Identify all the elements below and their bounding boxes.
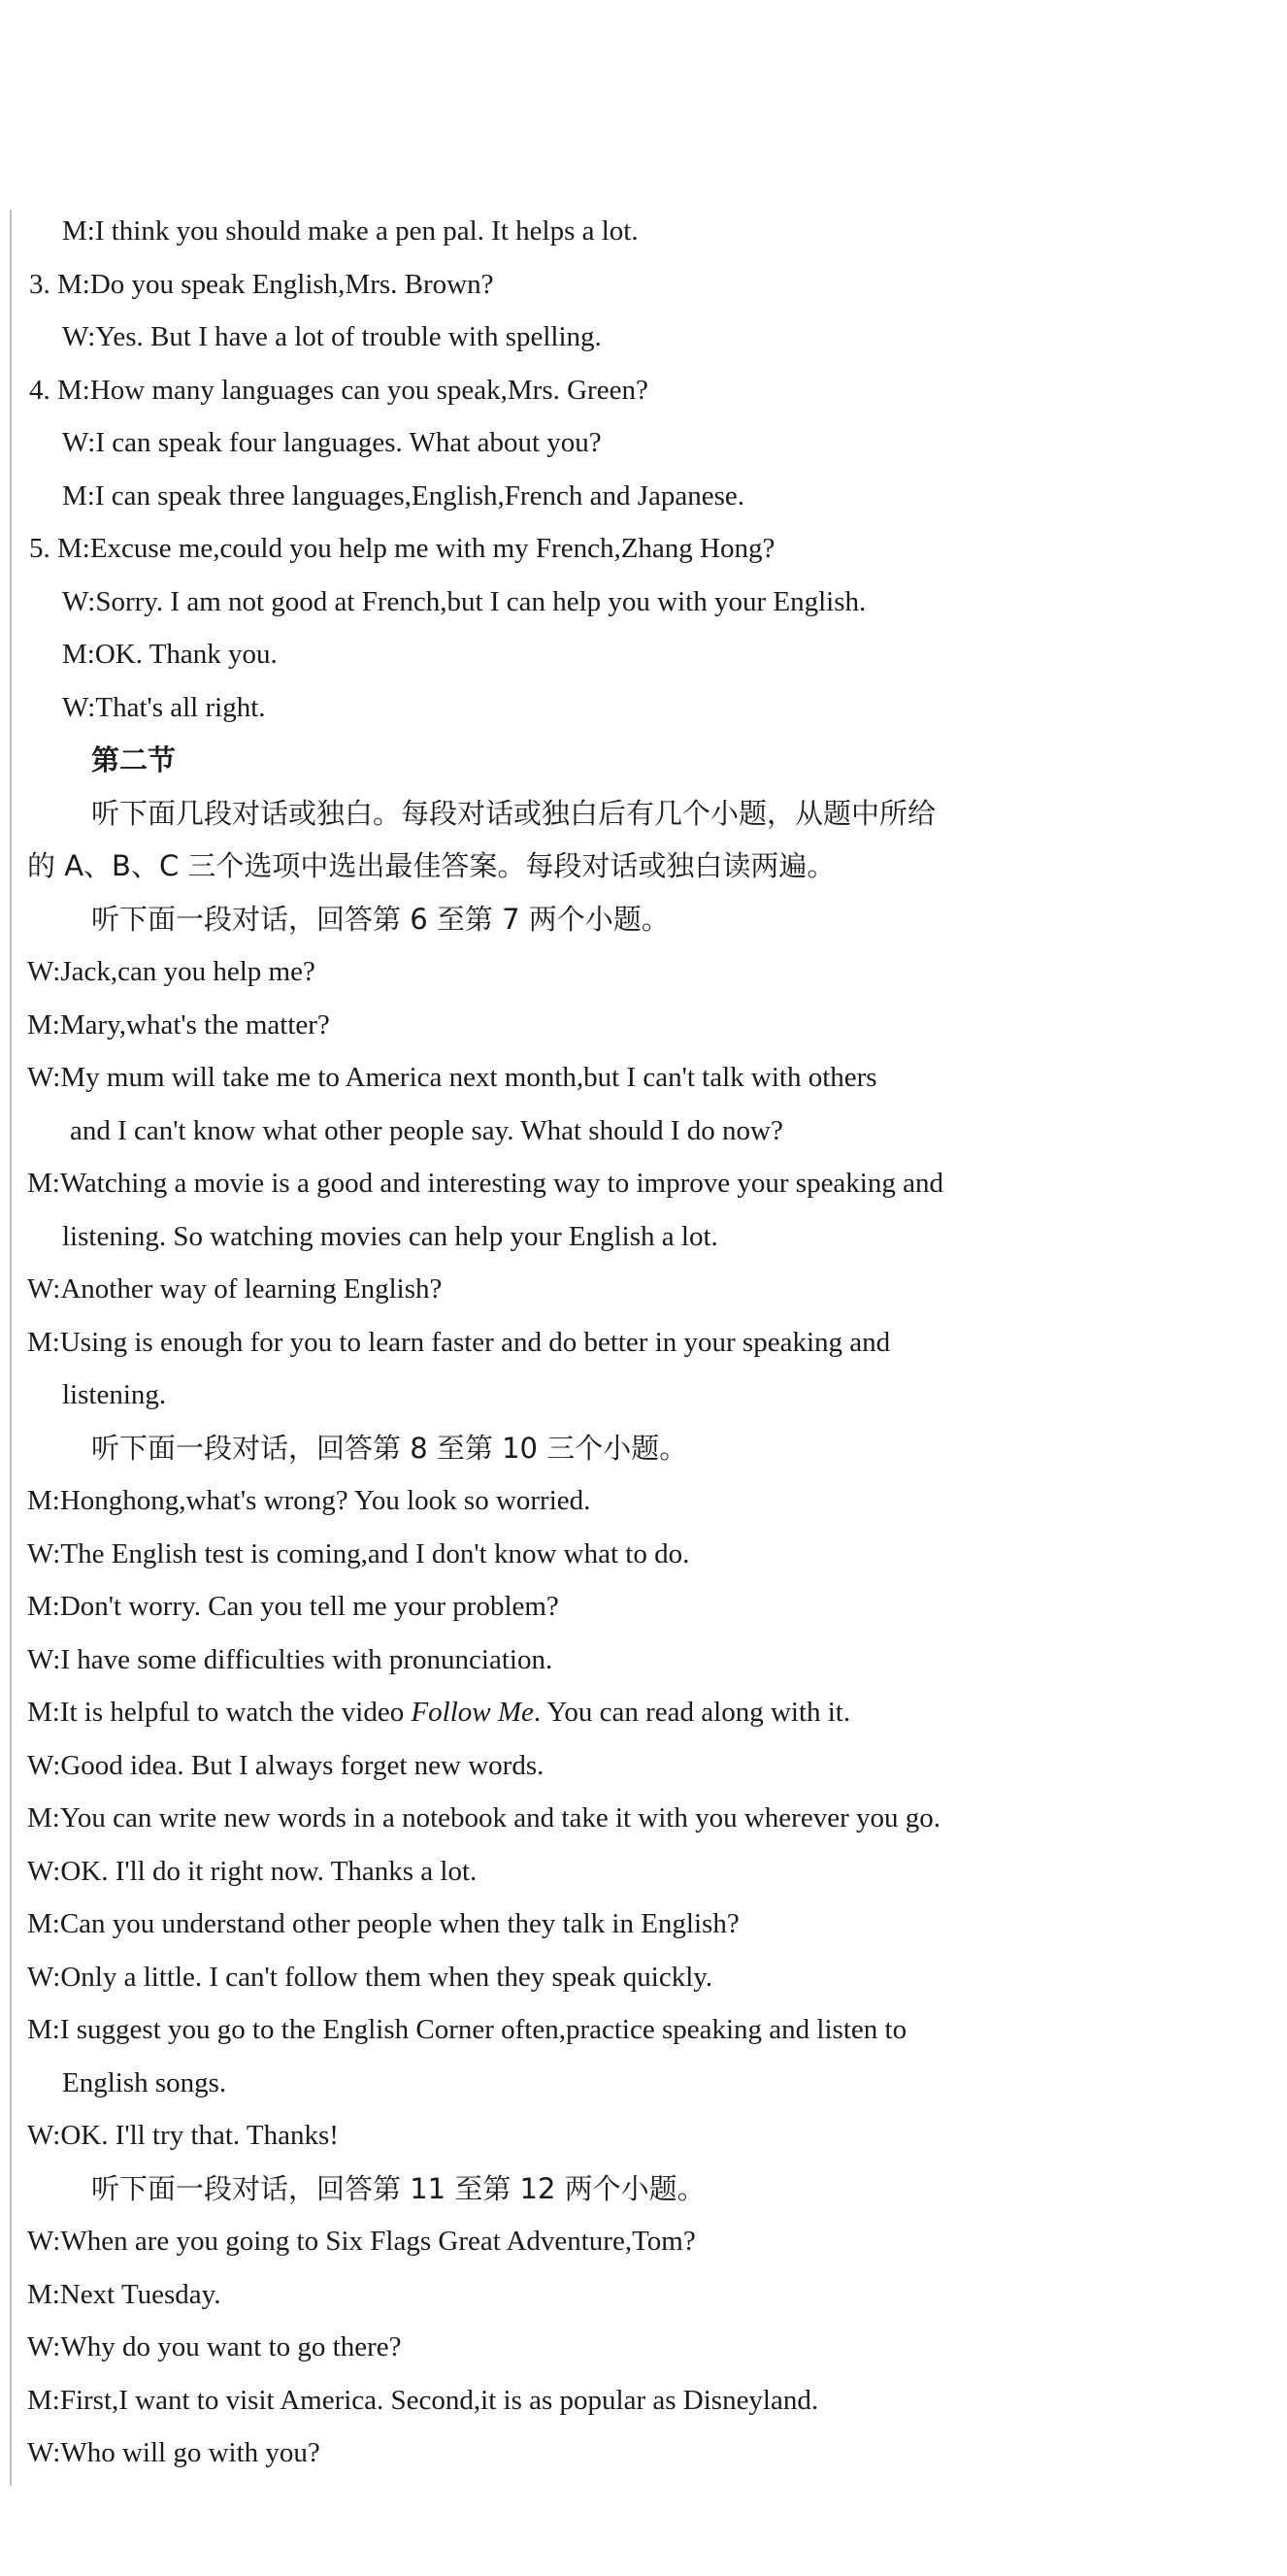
dialogue-line: M:First,I want to visit America. Second,it is as popular as Disneyland. [27, 2384, 819, 2416]
dialogue-line: W:Who will go with you? [27, 2437, 320, 2468]
dialogue-line: W:Why do you want to go there? [27, 2331, 402, 2362]
dialogue-line: W:I have some difficulties with pronunciation. [27, 1643, 553, 1675]
dialogue-line: M:Using is enough for you to learn faster and do better in your speaking and [27, 1326, 891, 1358]
dialogue-line: M:I suggest you go to the English Corner often,practice speaking and listen to [27, 2014, 908, 2045]
video-title: Follow Me [411, 1697, 534, 1728]
dialogue-line: W:When are you going to Six Flags Great Adventure,Tom? [27, 2226, 696, 2257]
dialogue-continuation: English songs. [62, 2066, 227, 2098]
dialogue-line: M:Don't worry. Can you tell me your problem? [27, 1591, 559, 1622]
dialogue-line: W:Jack,can you help me? [27, 956, 315, 987]
dialogue-line: W:Yes. But I have a lot of trouble with spelling. [62, 321, 602, 352]
dialogue-line: W:My mum will take me to America next month,but I can't talk with others [27, 1062, 877, 1093]
dialogue-line: M:Watching a movie is a good and interesting way to improve your speaking and [27, 1168, 943, 1199]
dialogue-line: W:The English test is coming,and I don't know what to do. [27, 1537, 690, 1569]
question-line: 5. M:Excuse me,could you help me with my French,Zhang Hong? [29, 533, 776, 564]
dialogue-line: W:Good idea. But I always forget new words. [27, 1749, 544, 1781]
dialogue-line: W:Only a little. I can't follow them when they speak quickly. [27, 1961, 713, 1993]
dialogue-line: M:Honghong,what's wrong? You look so worried. [27, 1485, 591, 1516]
dialogue-line: M:Mary,what's the matter? [27, 1008, 330, 1040]
dialogue-line: W:Another way of learning English? [27, 1273, 443, 1305]
dialogue-line: M:OK. Thank you. [62, 639, 278, 670]
dialogue-line: M:Next Tuesday. [27, 2278, 221, 2310]
question-line: 4. M:How many languages can you speak,Mrs. Green? [29, 374, 648, 406]
dialogue-line: W:OK. I'll try that. Thanks! [27, 2120, 339, 2151]
dialogue-line: W:I can speak four languages. What about you? [62, 427, 602, 458]
instruction-line: 听下面一段对话，回答第 8 至第 10 三个小题。 [91, 1431, 688, 1465]
dialogue-continuation: and I can't know what other people say. What should I do now? [70, 1114, 783, 1146]
dialogue-line: W:That's all right. [62, 691, 266, 723]
dialogue-line: M:It is helpful to watch the video Follow Me. You can read along with it. [27, 1697, 851, 1728]
instruction-line: 听下面一段对话，回答第 11 至第 12 两个小题。 [91, 2171, 706, 2205]
question-line: 3. M:Do you speak English,Mrs. Brown? [29, 268, 494, 300]
instruction-line: 听下面一段对话，回答第 6 至第 7 两个小题。 [91, 902, 670, 936]
dialogue-continuation: listening. [62, 1379, 167, 1410]
dialogue-line: W:Sorry. I am not good at French,but I can help you with your English. [62, 585, 867, 617]
dialogue-line: M:I can speak three languages,English,French and Japanese. [62, 479, 745, 512]
instruction-line: 的 A、B、C 三个选项中选出最佳答案。每段对话或独白读两遍。 [27, 849, 836, 882]
dialogue-continuation: listening. So watching movies can help your English a lot. [62, 1220, 718, 1252]
dialogue-line: M:You can write new words in a notebook and take it with you wherever you go. [27, 1802, 940, 1833]
dialogue-line: W:OK. I'll do it right now. Thanks a lot. [27, 1855, 478, 1887]
dialogue-line: M:Can you understand other people when they talk in English? [27, 1908, 740, 1939]
instruction-line: 听下面几段对话或独白。每段对话或独白后有几个小题，从题中所给 [91, 796, 937, 830]
section-heading: 第二节 [91, 743, 177, 776]
dialogue-line: M:I think you should make a pen pal. It helps a lot. [62, 215, 639, 247]
document-page [0, 205, 1287, 2480]
